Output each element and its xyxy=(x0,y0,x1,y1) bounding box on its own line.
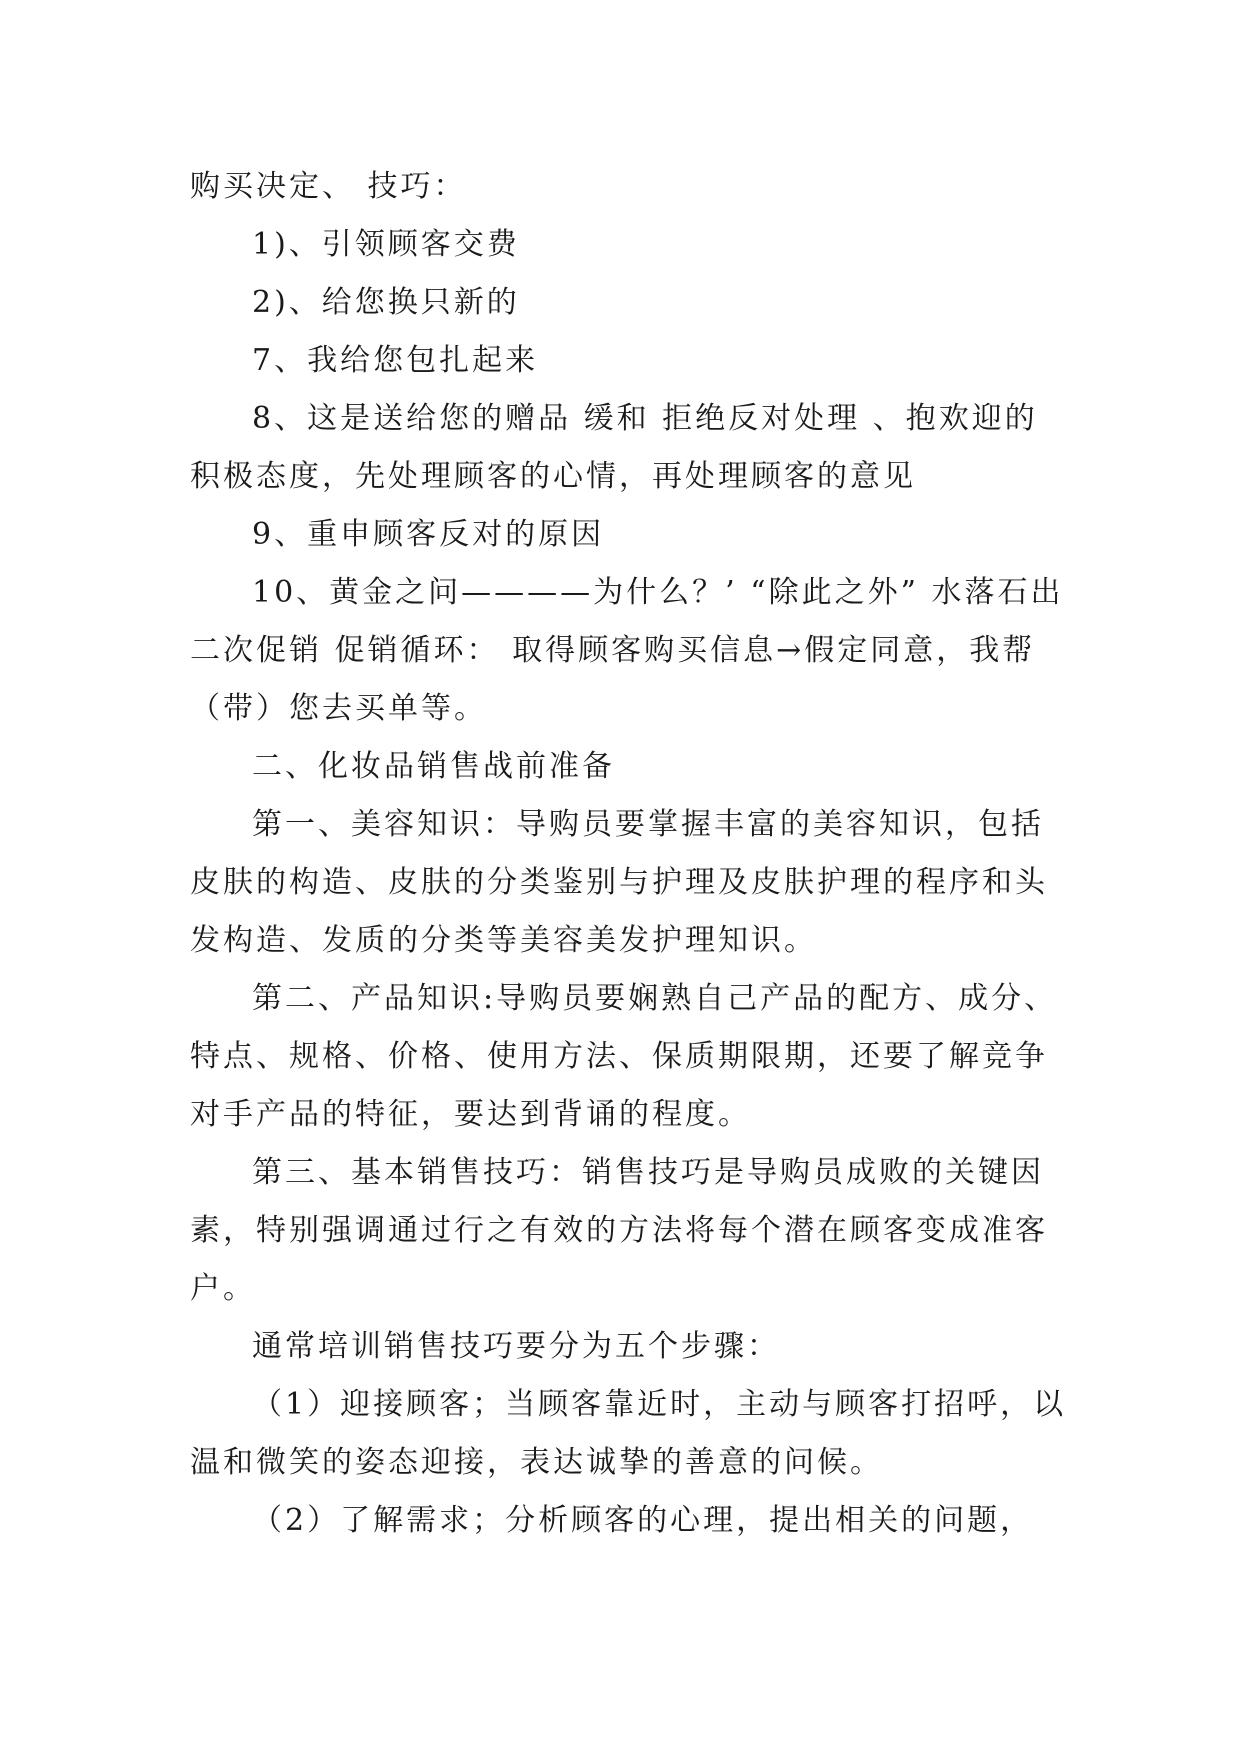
paragraph-sales-skills: 第三、基本销售技巧：销售技巧是导购员成败的关键因素，特别强调通过行之有效的方法将每个潜在顾客变成准客户。 xyxy=(190,1155,1048,1306)
paragraph-beauty-knowledge: 第一、美容知识：导购员要掌握丰富的美容知识，包括皮肤的构造、皮肤的分类鉴别与护理及皮肤护理的程序和头发构造、发质的分类等美容美发护理知识。 xyxy=(190,807,1048,958)
paragraph-item-9: 9、重申顾客反对的原因 xyxy=(252,517,605,552)
body-text xyxy=(190,158,1070,1550)
paragraph-item-7: 7、我给您包扎起来 xyxy=(252,343,539,378)
paragraph-purchase-decision: 购买决定、 技巧： xyxy=(190,169,467,204)
paragraph-step-2: （2）了解需求；分析顾客的心理，提出相关的问题， xyxy=(252,1503,1034,1538)
section-heading-preparation: 二、化妆品销售战前准备 xyxy=(252,749,615,784)
paragraph-item-8: 8、这是送给您的赠品 缓和 拒绝反对处理 、抱欢迎的积极态度，先处理顾客的心情，再处理顾客的意见 xyxy=(190,401,1038,494)
paragraph-item-2: 2)、给您换只新的 xyxy=(252,285,520,320)
paragraph-product-knowledge: 第二、产品知识:导购员要娴熟自己产品的配方、成分、特点、规格、价格、使用方法、保质期限期，还要了解竞争对手产品的特征，要达到背诵的程度。 xyxy=(190,981,1058,1132)
paragraph-step-1: （1）迎接顾客；当顾客靠近时，主动与顾客打招呼，以温和微笑的姿态迎接，表达诚挚的善意的问候。 xyxy=(190,1387,1067,1480)
paragraph-item-1: 1)、引领顾客交费 xyxy=(252,227,520,262)
paragraph-item-10: 10、黄金之问————为什么？’ “除此之外” 水落石出 二次促销 促销循环： 取得顾客购买信息→假定同意，我帮（带）您去买单等。 xyxy=(190,575,1064,726)
paragraph-five-steps: 通常培训销售技巧要分为五个步骤： xyxy=(252,1329,780,1364)
